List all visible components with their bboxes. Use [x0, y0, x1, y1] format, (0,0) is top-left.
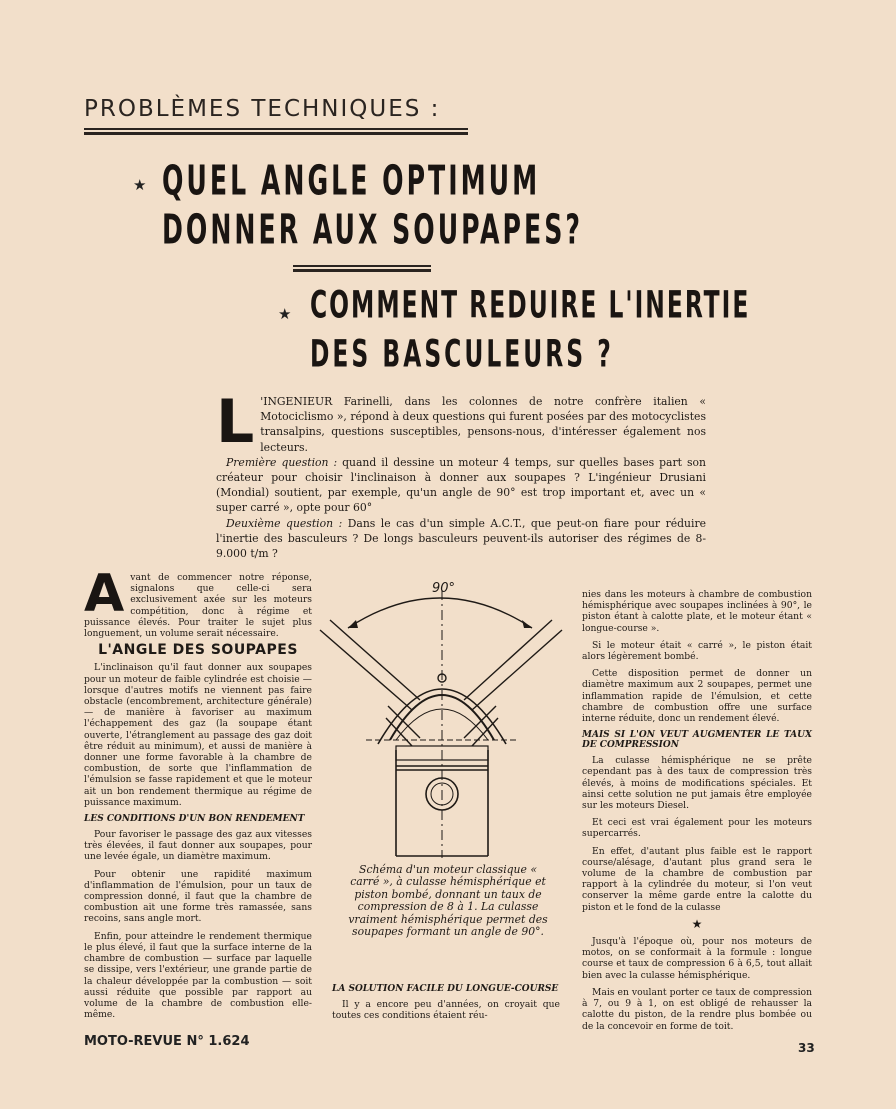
- col1-dropcap: A: [84, 564, 125, 624]
- col3-p8: Mais en voulant porter ce taux de compression à 7, ou 9 à 1, on est obligé de rehausser la calotte du piston, de la rendre plus bombée ou de la concevoir en forme de toit.: [582, 986, 812, 1032]
- intro-question-2: [216, 516, 706, 562]
- q2-label: Deuxième question :: [226, 516, 343, 530]
- column-2: [332, 978, 560, 1027]
- col2-p1: Il y a encore peu d'années, on croyait que toutes ces conditions étaient réu-: [332, 999, 560, 1022]
- col3-p3: Cette disposition permet de donner un diamètre maximum aux 2 soupapes, permet une inflammation rapide de l'émulsion, et cette chambre de combustion offre une surface interne réduite, donc un rendement élevé.: [582, 668, 812, 725]
- col2-subheading: LA SOLUTION FACILE DU LONGUE-COURSE: [332, 984, 559, 994]
- headline-2-line-2: DES BASCULEURS ?: [310, 333, 614, 377]
- col3-subheading: MAIS SI L'ON VEUT AUGMENTER LE TAUX DE COMPRESSION: [582, 730, 812, 751]
- col3-p6: En effet, d'autant plus faible est le rapport course/alésage, d'autant plus grand sera le volume de la chambre de combustion par rapport à la cylindrée du moteur, si l'on veut conserver la même garde entre la calotte du piston et le fond de la culasse: [582, 845, 812, 913]
- headline-divider-2: [293, 269, 431, 272]
- col1-p3: Pour obtenir une rapidité maximum d'inflammation de l'émulsion, pour un taux de compression donné, il faut que la chambre de combustion ait une forme très ramassée, sans recoins, sans angle mort.: [84, 868, 312, 925]
- col3-star-icon: ★: [691, 916, 703, 931]
- header-rule-bottom: [84, 132, 468, 135]
- col1-intro-text: vant de commencer notre réponse, signalons que celle-ci sera exclusivement axée sur les moteurs compétition, donc à régime et puissance élevés. Pour traiter le sujet plus longuement, un volume serait nécessaire.: [84, 572, 312, 640]
- column-1: [84, 564, 312, 1026]
- headline-divider: [293, 265, 431, 267]
- intro-block: [216, 387, 706, 561]
- figure-caption: Schéma d'un moteur classique « carré », à culasse hémisphérique et piston bombé, donnant un taux de compression de 8 à 1. La culasse vraiment hémisphérique permet des soupapes formant un angle de 90°.: [348, 863, 548, 939]
- angle-label: 90°: [432, 581, 456, 596]
- column-3: [582, 589, 812, 1038]
- headline-1-line-2: DONNER AUX SOUPAPES?: [162, 206, 583, 254]
- col3-p2: Si le moteur était « carré », le piston était alors légèrement bombé.: [582, 639, 812, 663]
- col1-p1: L'inclinaison qu'il faut donner aux soupapes pour un moteur de faible cylindrée est choisie — lorsque d'autres motifs ne viennent pas faire obstacle (encombrement, architecture générale) — de manière à favoriser au maximum l'échappement des gaz (la soupape étant ouverte, l'étranglement au passage des gaz doit être réduit au minimum), et aussi de manière à donner une forme favorable à la chambre de combustion, de sorte que l'inflammation de l'émulsion se fasse rapidement et que le moteur ait un bon rendement thermique au régime de puissance maximum.: [84, 662, 312, 808]
- col3-p1: nies dans les moteurs à chambre de combustion hémisphérique avec soupapes inclinées à 90°, le piston étant à calotte plate, et le moteur étant « longue-course ».: [582, 589, 812, 634]
- section-title: PROBLÈMES TECHNIQUES :: [84, 96, 441, 122]
- headline-1-star-icon: ★: [133, 176, 147, 194]
- header-rule-top: [84, 128, 468, 130]
- intro-question-1: [216, 455, 706, 516]
- col1-p2: Pour favoriser le passage des gaz aux vitesses très élevées, il faut donner aux soupapes, pour une levée égale, un diamètre maximum.: [84, 829, 312, 863]
- headline-2-line-1: COMMENT REDUIRE L'INERTIE: [310, 284, 751, 328]
- col1-subheading: LES CONDITIONS D'UN BON RENDEMENT: [84, 814, 305, 825]
- col3-p4: La culasse hémisphérique ne se prête cependant pas à des taux de compression très élevés, à moins de modifications spéciales. Et ainsi cette solution ne put jamais être employée sur les moteurs Diesel.: [582, 755, 812, 812]
- footer-magazine: MOTO-REVUE N° 1.624: [84, 1034, 250, 1049]
- col3-p5: Et ceci est vrai également pour les moteurs supercarrés.: [582, 817, 812, 840]
- headline-1-line-1: QUEL ANGLE OPTIMUM: [162, 157, 541, 205]
- intro-p1: 'INGENIEUR Farinelli, dans les colonnes de notre confrère italien « Motociclismo », répond à deux questions qui furent posées par des motocyclistes transalpins, questions susceptibles, pensons-nous, d'intéresser également nos lecteurs.: [260, 395, 706, 454]
- intro-dropcap: L: [216, 387, 255, 457]
- headline-2-star-icon: ★: [278, 305, 292, 323]
- intro-paragraph: [216, 387, 706, 457]
- section-heading-angle: L'ANGLE DES SOUPAPES: [98, 642, 298, 659]
- footer-page-number: 33: [798, 1041, 815, 1055]
- col3-p7: Jusqu'à l'époque où, pour nos moteurs de motos, on se conformait à la formule : longue course et taux de compression 6 à 6,5, tout allait bien avec la culasse hémisphérique.: [582, 936, 812, 981]
- q1-text: quand il dessine un moteur 4 temps, sur quelles bases part son créateur pour choisir l'inclinaison à donner aux soupapes ? L'ingénieur Drusiani (Mondial) soutient, par exemple, qu'un angle de 90° est trop important et, avec un « super carré », opte pour 60°: [216, 455, 706, 515]
- q2-text: Dans le cas d'un simple A.C.T., que peut-on fiare pour réduire l'inertie des basculeurs ? De longs basculeurs peuvent-ils autoriser des régimes de 8-9.000 t/m ?: [216, 516, 706, 561]
- col1-intro: [84, 564, 312, 640]
- col1-p4: Enfin, pour atteindre le rendement thermique le plus élevé, il faut que la surface interne de la chambre de combustion — surface par laquelle se dissipe, vers l'extérieur, une grande partie de la chaleur développée par la combustion — soit aussi réduite que possible par rapport au volume de la chambre de combustion elle-même.: [84, 930, 312, 1021]
- engine-diagram: [300, 570, 580, 862]
- q1-label: Première question :: [226, 455, 338, 469]
